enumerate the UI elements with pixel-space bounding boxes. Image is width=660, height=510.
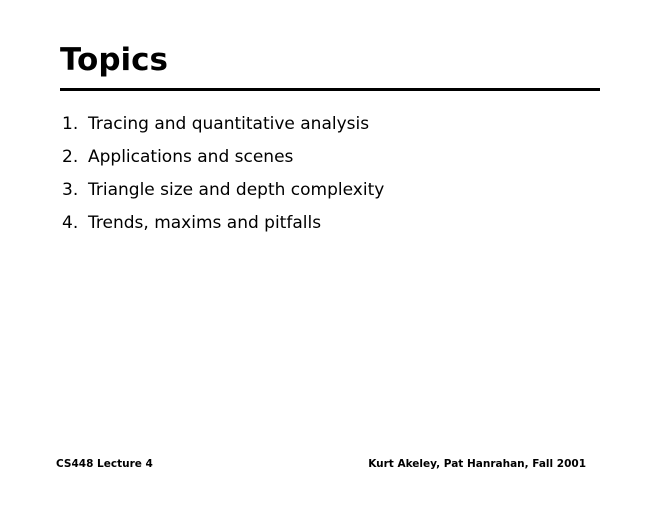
list-item-label: Trends, maxims and pitfalls	[88, 213, 322, 233]
page-title: Topics	[60, 42, 168, 78]
footer-course-label: CS448 Lecture 4	[56, 458, 153, 470]
topics-list	[62, 108, 602, 240]
list-item	[62, 207, 602, 240]
list-item	[62, 108, 602, 141]
title-divider	[60, 88, 600, 91]
list-item-label: Triangle size and depth complexity	[88, 180, 385, 200]
list-item-label: Tracing and quantitative analysis	[88, 114, 370, 134]
list-item-label: Applications and scenes	[88, 147, 294, 167]
list-item-number: 1.	[62, 114, 79, 134]
footer-authors-label: Kurt Akeley, Pat Hanrahan, Fall 2001	[368, 458, 586, 470]
list-item-number: 4.	[62, 213, 79, 233]
list-item-number: 3.	[62, 180, 79, 200]
list-item	[62, 141, 602, 174]
list-item	[62, 174, 602, 207]
list-item-number: 2.	[62, 147, 79, 167]
